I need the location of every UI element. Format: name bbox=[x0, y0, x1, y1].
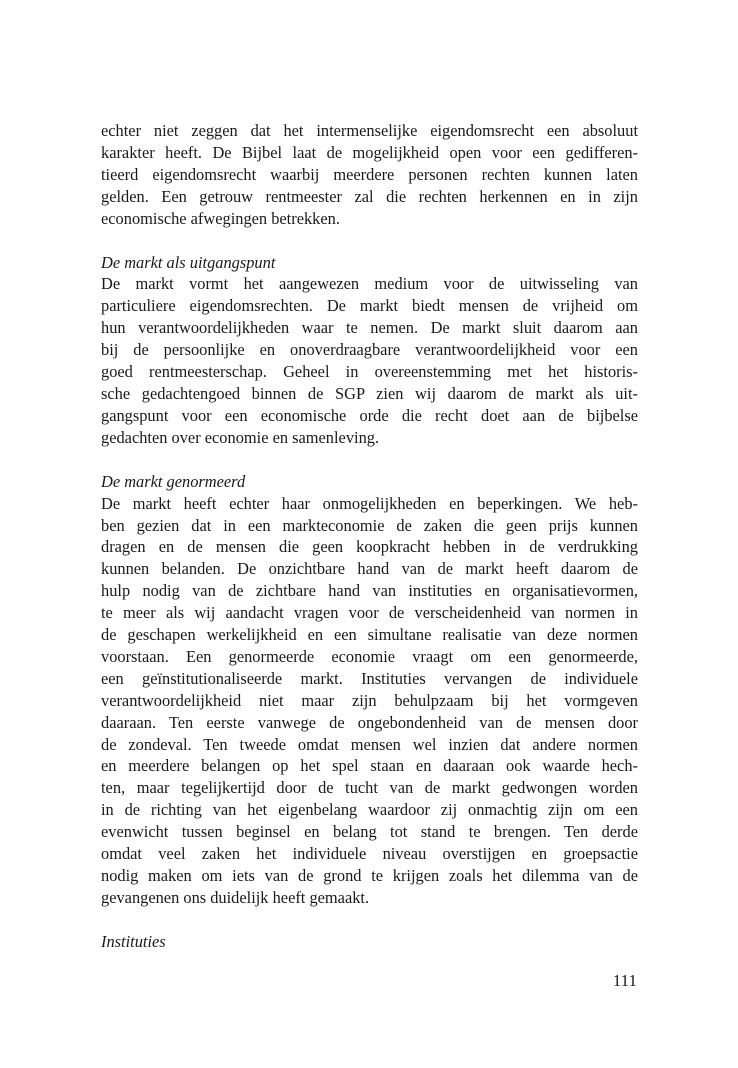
text-line: in de richting van het eigenbelang waardoor zij onmachtig zijn om een bbox=[101, 800, 638, 820]
text-line: nodig maken om iets van de grond te krijgen zoals het dilemma van de bbox=[101, 866, 638, 885]
text-line: echter niet zeggen dat het intermenselijke eigendomsrecht een absoluut bbox=[101, 121, 638, 140]
page-body bbox=[101, 120, 638, 953]
text-line: goed rentmeesterschap. Geheel in overeenstemming met het historis- bbox=[101, 362, 638, 382]
text-line: De markt vormt het aangewezen medium voor de uitwisseling van bbox=[101, 274, 638, 294]
section-paragraph-markt-uitgangspunt bbox=[101, 273, 638, 448]
text-line: sche gedachtengoed binnen de SGP zien wij daarom de markt als uit- bbox=[101, 383, 638, 403]
text-line: de zondeval. Ten tweede omdat mensen wel inzien dat andere normen bbox=[101, 734, 638, 754]
text-line: te meer als wij aandacht vragen voor de verscheidenheid van normen in bbox=[101, 603, 638, 623]
intro-paragraph bbox=[101, 120, 638, 230]
section-spacer bbox=[101, 230, 638, 252]
text-line: voorstaan. Een genormeerde economie vraagt om een genormeerde, bbox=[101, 646, 638, 666]
section-spacer bbox=[101, 449, 638, 471]
text-line: verantwoordelijkheid niet maar zijn behulpzaam bij het vormgeven bbox=[101, 690, 638, 710]
text-line: gedachten over economie en samenleving. bbox=[101, 427, 380, 447]
text-line: economische afwegingen betrekken. bbox=[101, 208, 340, 228]
text-line: De markt heeft echter haar onmogelijkheden en beperkingen. We heb- bbox=[101, 493, 638, 513]
text-line: kunnen belanden. De onzichtbare hand van de markt heeft daarom de bbox=[101, 559, 638, 579]
text-line: ben gezien dat in een markteconomie de zaken die geen prijs kunnen bbox=[101, 515, 638, 535]
section-spacer bbox=[101, 909, 638, 931]
text-line: daaraan. Ten eerste vanwege de ongebondenheid van de mensen door bbox=[101, 712, 638, 732]
text-line: gevangenen ons duidelijk heeft gemaakt. bbox=[101, 887, 370, 907]
text-line: gangspunt voor een economische orde die recht doet aan de bijbelse bbox=[101, 405, 638, 425]
text-line: karakter heeft. De Bijbel laat de mogelijkheid open voor een gedifferen- bbox=[101, 142, 638, 162]
text-line: bij de persoonlijke en onoverdraagbare verantwoordelijkheid voor een bbox=[101, 340, 638, 360]
text-line: hulp nodig van de zichtbare hand van instituties en organisatievormen, bbox=[101, 581, 638, 601]
page-number: 111 bbox=[612, 971, 637, 990]
text-line: de geschapen werkelijkheid en een simultane realisatie van deze normen bbox=[101, 625, 638, 645]
section-heading-instituties: Instituties bbox=[101, 931, 166, 951]
section-heading-markt-genormeerd: De markt genormeerd bbox=[101, 471, 246, 491]
text-line: evenwicht tussen beginsel en belang tot stand te brengen. Ten derde bbox=[101, 822, 638, 842]
text-line: tieerd eigendomsrecht waarbij meerdere personen rechten kunnen laten bbox=[101, 164, 638, 184]
text-line: particuliere eigendomsrechten. De markt biedt mensen de vrijheid om bbox=[101, 296, 638, 316]
text-line: hun verantwoordelijkheden waar te nemen. De markt sluit daarom aan bbox=[101, 318, 638, 338]
section-paragraph-markt-genormeerd bbox=[101, 493, 638, 909]
section-heading-markt-uitgangspunt: De markt als uitgangspunt bbox=[101, 252, 276, 272]
text-line: omdat veel zaken het individuele niveau overstijgen en groepsactie bbox=[101, 844, 638, 864]
text-line: een geïnstitutionaliseerde markt. Instituties vervangen de individuele bbox=[101, 668, 638, 688]
text-line: ten, maar tegelijkertijd door de tucht van de markt gedwongen worden bbox=[101, 778, 638, 798]
text-line: dragen en de mensen die geen koopkracht hebben in de verdrukking bbox=[101, 537, 638, 557]
text-line: gelden. Een getrouw rentmeester zal die rechten herkennen en in zijn bbox=[101, 186, 638, 206]
text-line: en meerdere belangen op het spel staan en daaraan ook waarde hech- bbox=[101, 756, 638, 776]
